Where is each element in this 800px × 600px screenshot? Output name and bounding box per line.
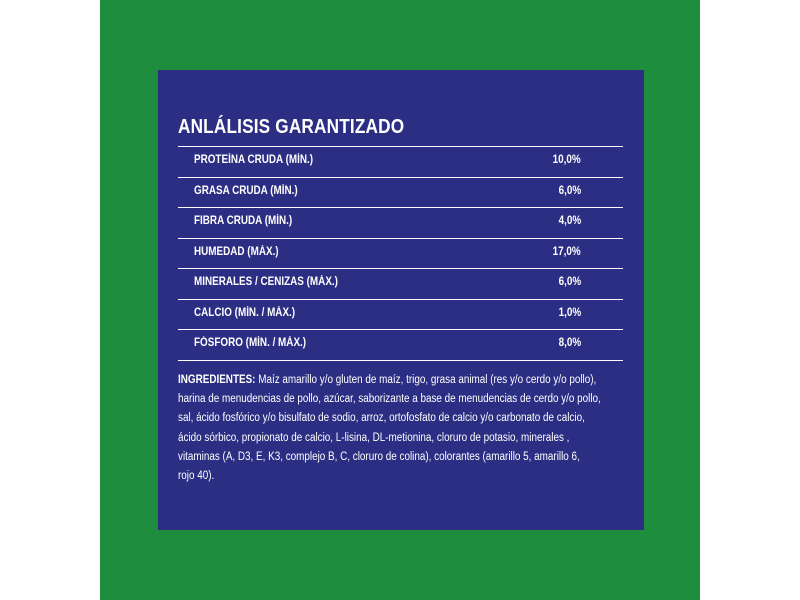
analysis-row-fiber <box>178 208 623 239</box>
row-label: FÓSFORO (MÍN. / MÁX.) <box>194 337 307 349</box>
row-value: 6,0% <box>558 184 581 197</box>
ingredients-line: ácido sórbico, propionato de calcio, L-lisina, DL-metionina, cloruro de potasio, minerales , <box>178 431 570 444</box>
row-value: 4,0% <box>558 215 581 227</box>
row-label: FIBRA CRUDA (MÍN.) <box>194 215 293 227</box>
ingredients-line: rojo 40). <box>178 470 215 483</box>
row-value: 1,0% <box>558 306 581 319</box>
analysis-row-phosphorus <box>178 330 623 361</box>
analysis-row-minerals <box>178 269 623 300</box>
row-label: GRASA CRUDA (MÍN.) <box>194 184 298 197</box>
row-value: 17,0% <box>552 245 581 258</box>
ingredients-line: sal, ácido fosfórico y/o bisulfato de sodio, arroz, ortofosfato de calcio y/o carbonato de calcio, <box>178 412 585 425</box>
ingredients-text <box>178 371 625 486</box>
analysis-row-fat <box>178 178 623 209</box>
panel-title: ANLÁLISIS GARANTIZADO <box>178 116 405 138</box>
analysis-row-protein <box>178 147 623 178</box>
row-label: CALCIO (MÍN. / MÁX.) <box>194 306 296 319</box>
ingredients-line: harina de menudencias de pollo, azúcar, saborizante a base de menudencias de cerdo y/o pollo, <box>178 393 601 406</box>
analysis-panel <box>158 70 644 530</box>
ingredients-line <box>178 371 625 390</box>
row-label: MINERALES / CENIZAS (MÁX.) <box>194 276 338 288</box>
analysis-row-moisture <box>178 239 623 270</box>
row-label: HUMEDAD (MÁX.) <box>194 245 279 258</box>
ingredients-line-text: Maíz amarillo y/o gluten de maíz, trigo, grasa animal (res y/o cerdo y/o pollo), <box>255 374 597 386</box>
row-value: 6,0% <box>558 276 581 288</box>
row-value: 8,0% <box>558 337 581 349</box>
row-label: PROTEÍNA CRUDA (MÍN.) <box>194 154 314 166</box>
analysis-row-calcium <box>178 300 623 331</box>
analysis-table <box>178 146 623 361</box>
ingredients-label: INGREDIENTES: <box>178 374 256 386</box>
ingredients-line: vitaminas (A, D3, E, K3, complejo B, C, cloruro de colina), colorantes (amarillo 5, amarillo 6, <box>178 450 580 463</box>
row-value: 10,0% <box>552 154 581 166</box>
